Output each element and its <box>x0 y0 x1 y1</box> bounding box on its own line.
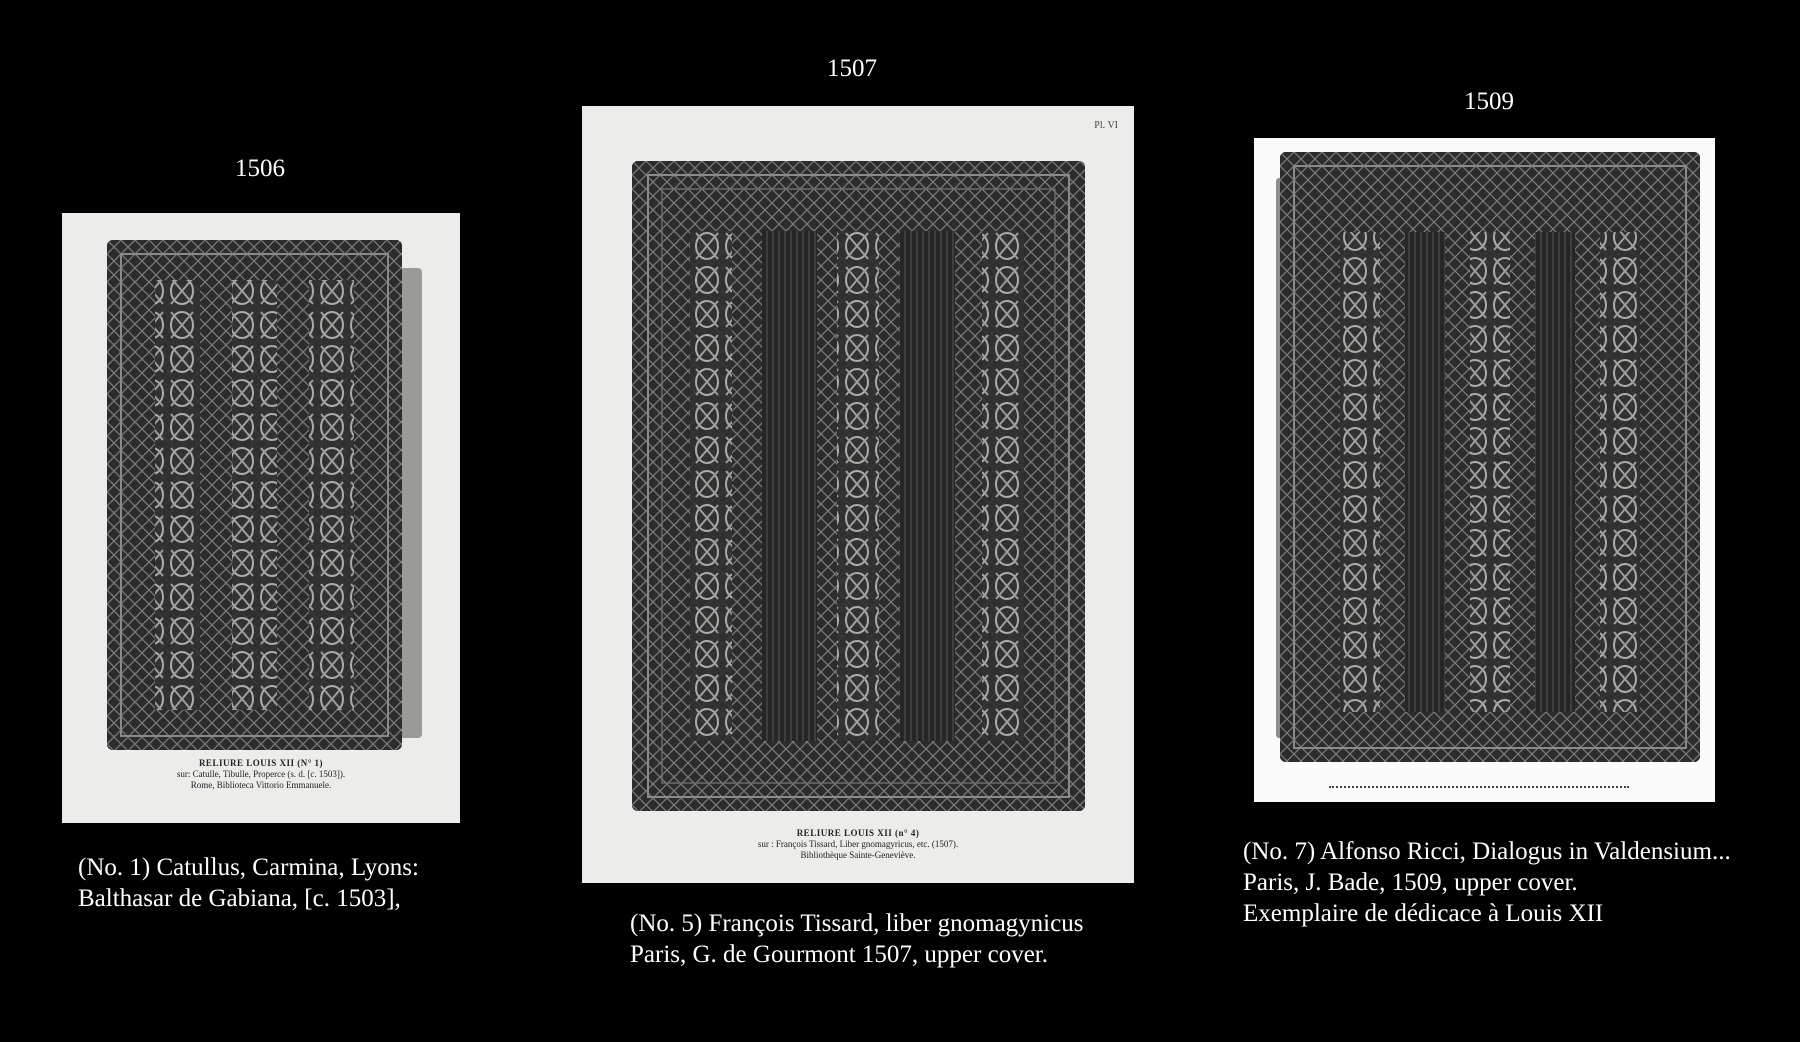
binding-plate-1509 <box>1254 138 1715 802</box>
year-label-1506: 1506 <box>235 155 285 182</box>
book-cover-image <box>1280 152 1700 762</box>
binding-plate-1507 <box>582 106 1134 883</box>
plate-number: Pl. VI <box>1094 120 1118 131</box>
plate-caption: RELIURE LOUIS XII (n° 4) sur : François Tissard, Liber gnomagyricus, etc. (1507). Bibliothèque Sainte-Geneviève. <box>757 828 959 860</box>
plate-caption: RELIURE LOUIS XII (N° 1) sur: Catulle, Tibulle, Properce (s. d. [c. 1503]). Rome, Biblioteca Vittorio Emmanuele. <box>176 758 346 790</box>
caption-1509: (No. 7) Alfonso Ricci, Dialogus in Valdensium... Paris, J. Bade, 1509, upper cover. Exemplaire de dédicace à Louis XII <box>1243 838 1731 927</box>
year-label-1509: 1509 <box>1464 88 1514 115</box>
binding-plate-1506 <box>62 213 460 823</box>
book-cover-image <box>107 240 402 750</box>
caption-1506: (No. 1) Catullus, Carmina, Lyons: Balthasar de Gabiana, [c. 1503], <box>78 854 419 912</box>
year-label-1507: 1507 <box>827 55 877 82</box>
dotted-rule <box>1329 786 1629 788</box>
book-cover-image <box>632 161 1085 811</box>
caption-1507: (No. 5) François Tissard, liber gnomagynicus Paris, G. de Gourmont 1507, upper cover. <box>630 910 1084 968</box>
